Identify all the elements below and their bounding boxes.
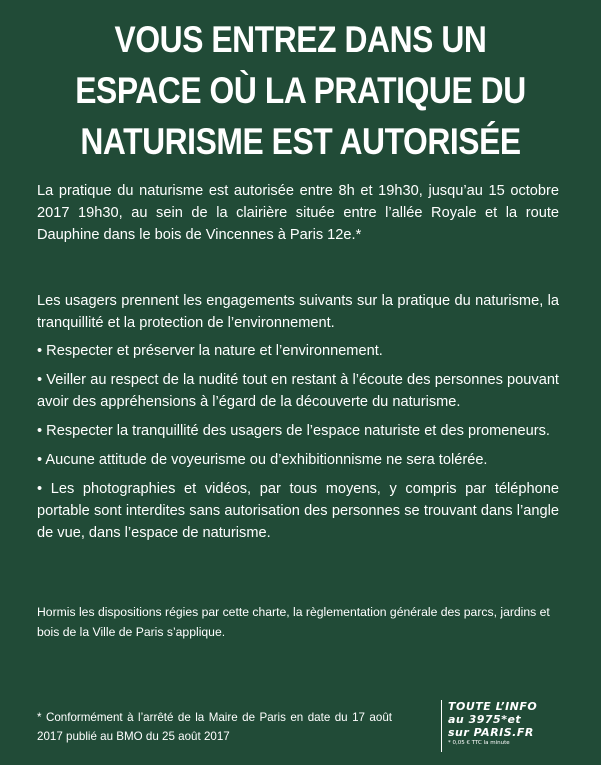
info-fine-print: * 0,05 € TTC la minute [448,740,510,746]
list-item: • Aucune attitude de voyeurisme ou d’exhibitionnisme ne sera tolérée. [37,452,488,468]
general-rules-note: Hormis les dispositions régies par cette charte, la règlementation générale des parcs, jardins et bois de la Ville de Paris s’applique. [37,605,550,639]
engagements-list [37,340,559,544]
footnote: * Conformément à l’arrêté de la Maire de Paris en date du 17 août 2017 publié au BMO du 25 août 2017 [37,711,392,743]
title-line-3: NATURISME EST AUTORISÉE [80,121,521,162]
list-item: • Les photographies et vidéos, par tous moyens, y compris par téléphone portable sont interdites sans autorisation des personnes se trouvant dans l’angle de vue, dans l’espace de naturisme. [37,481,559,541]
title-line-1: VOUS ENTREZ DANS UN [114,19,487,60]
info-box [441,700,588,752]
info-line-1: TOUTE L’INFO [448,700,538,713]
title-line-2: ESPACE OÙ LA PRATIQUE DU [75,70,526,111]
list-item: • Veiller au respect de la nudité tout en restant à l’écoute des personnes pouvant avoir des appréhensions à l’égard de la découverte du naturisme. [37,372,559,410]
engagements-lead: Les usagers prennent les engagements suivants sur la pratique du naturisme, la tranquillité et la protection de l’environnement. [37,293,559,331]
info-line-2: au 3975*et [448,713,522,726]
intro-paragraph: La pratique du naturisme est autorisée entre 8h et 19h30, jusqu’au 15 octobre 2017 19h30, au sein de la clairière située entre l’allée Royale et la route Dauphine dans le bois de Vincennes à Paris 12e.* [37,183,559,243]
list-item: • Respecter la tranquillité des usagers de l’espace naturiste et des promeneurs. [37,423,550,439]
engagements-section [37,290,559,551]
list-item: • Respecter et préserver la nature et l’environnement. [37,343,383,359]
page-title [42,14,559,167]
info-line-3: sur PARIS.FR [448,726,534,739]
